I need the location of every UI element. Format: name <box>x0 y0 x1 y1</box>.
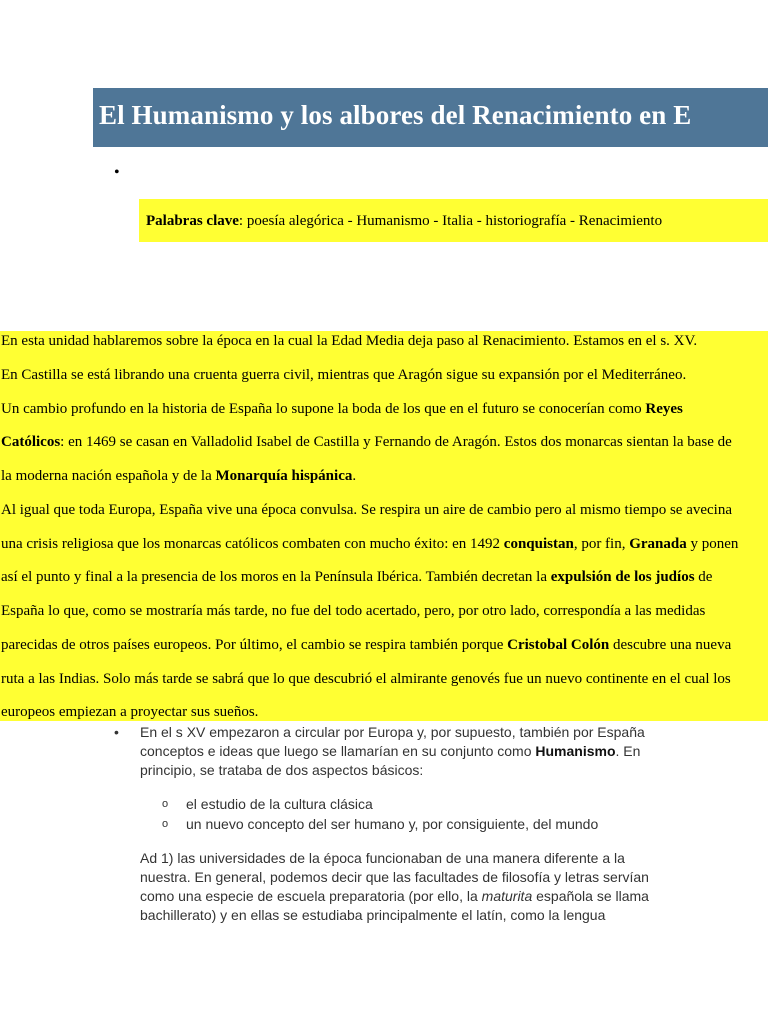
intro-section <box>0 331 768 721</box>
title-bar <box>93 88 768 147</box>
intro-line-9: España lo que, como se mostraría más tarde, no fue del todo acertado, pero, por otro lado, correspondía a las medidas <box>1 603 706 619</box>
intro-text: la moderna nación española y de la <box>1 468 216 484</box>
intro-text: descubre una nueva <box>609 637 732 653</box>
intro-line-4 <box>1 433 732 451</box>
para-text: como una especie de escuela preparatoria (por ello, la <box>140 888 482 904</box>
intro-line-7 <box>1 535 738 553</box>
bold-term-reyes: Reyes <box>645 401 683 417</box>
intro-text: Un cambio profundo en la historia de España lo supone la boda de los que en el futuro se conocerían como <box>1 401 646 417</box>
intro-text: y ponen <box>686 536 739 552</box>
para-text: española se llama <box>532 888 649 904</box>
italic-term-maturita: maturita <box>481 888 533 904</box>
intro-line-6: Al igual que toda Europa, España vive una época convulsa. Se respira un aire de cambio pero al mismo tiempo se avecina <box>1 502 733 518</box>
bold-term-monarquia: Monarquía hispánica <box>215 468 353 484</box>
bold-term-granada: Granada <box>629 536 687 552</box>
intro-line-12: europeos empiezan a proyectar sus sueños. <box>1 704 259 720</box>
bold-term-expulsion: expulsión de los judíos <box>550 569 695 585</box>
list-line-3: principio, se trataba de dos aspectos básicos: <box>140 762 424 778</box>
para-line-1: Ad 1) las universidades de la época funcionaban de una manera diferente a la <box>140 850 625 866</box>
keywords-label: Palabras clave <box>146 213 239 229</box>
para-line-4: bachillerato) y en ellas se estudiaba principalmente el latín, como la lengua <box>140 907 606 923</box>
sub-bullet: o <box>162 798 169 810</box>
keywords-text: : poesía alegórica - Humanismo - Italia - historiografía - Renacimiento <box>238 213 663 229</box>
bold-term-catolicos: Católicos <box>1 434 61 450</box>
keywords-box <box>139 199 768 242</box>
intro-line-10 <box>1 636 731 654</box>
bold-term-conquistan: conquistan <box>503 536 574 552</box>
intro-line-1: En esta unidad hablaremos sobre la época en la cual la Edad Media deja paso al Renacimiento. Estamos en el s. XV. <box>1 333 698 349</box>
sub-item-1: el estudio de la cultura clásica <box>186 796 373 812</box>
intro-text: : en 1469 se casan en Valladolid Isabel de Castilla y Fernando de Aragón. Estos dos monarcas sientan la base de <box>60 434 732 450</box>
list-line-2 <box>140 741 640 761</box>
intro-text: una crisis religiosa que los monarcas católicos combaten con mucho éxito: en 1492 <box>1 536 504 552</box>
para-line-2: nuestra. En general, podemos decir que las facultades de filosofía y letras servían <box>140 869 649 885</box>
sub-item-2: un nuevo concepto del ser humano y, por consiguiente, del mundo <box>186 816 599 832</box>
intro-text: de <box>694 569 713 585</box>
intro-line-5 <box>1 467 356 485</box>
intro-text: . <box>352 468 357 484</box>
list-bullet: • <box>114 724 119 740</box>
keywords-line <box>146 212 662 230</box>
empty-bullet: • <box>114 164 120 181</box>
intro-line-3 <box>1 400 683 418</box>
bold-term-humanismo: Humanismo <box>535 743 616 759</box>
sub-bullet: o <box>162 818 169 830</box>
list-text: conceptos e ideas que luego se llamarían en su conjunto como <box>140 743 536 759</box>
page-title: El Humanismo y los albores del Renacimiento en E <box>99 100 692 130</box>
list-line-1: En el s XV empezaron a circular por Europa y, por supuesto, también por España <box>140 724 645 740</box>
intro-line-8 <box>1 568 712 586</box>
para-line-3 <box>140 886 649 906</box>
bold-term-colon: Cristobal Colón <box>507 637 610 653</box>
list-text: . En <box>615 743 641 759</box>
intro-text: , por fin, <box>573 536 630 552</box>
intro-line-2: En Castilla se está librando una cruenta guerra civil, mientras que Aragón sigue su expansión por el Mediterráneo. <box>1 367 687 383</box>
intro-text: así el punto y final a la presencia de los moros en la Península Ibérica. También decretan la <box>1 569 551 585</box>
intro-text: parecidas de otros países europeos. Por último, el cambio se respira también porque <box>1 637 508 653</box>
intro-line-11: ruta a las Indias. Solo más tarde se sabrá que lo que descubrió el almirante genovés fue un nuevo continente en el cual los <box>1 671 731 687</box>
